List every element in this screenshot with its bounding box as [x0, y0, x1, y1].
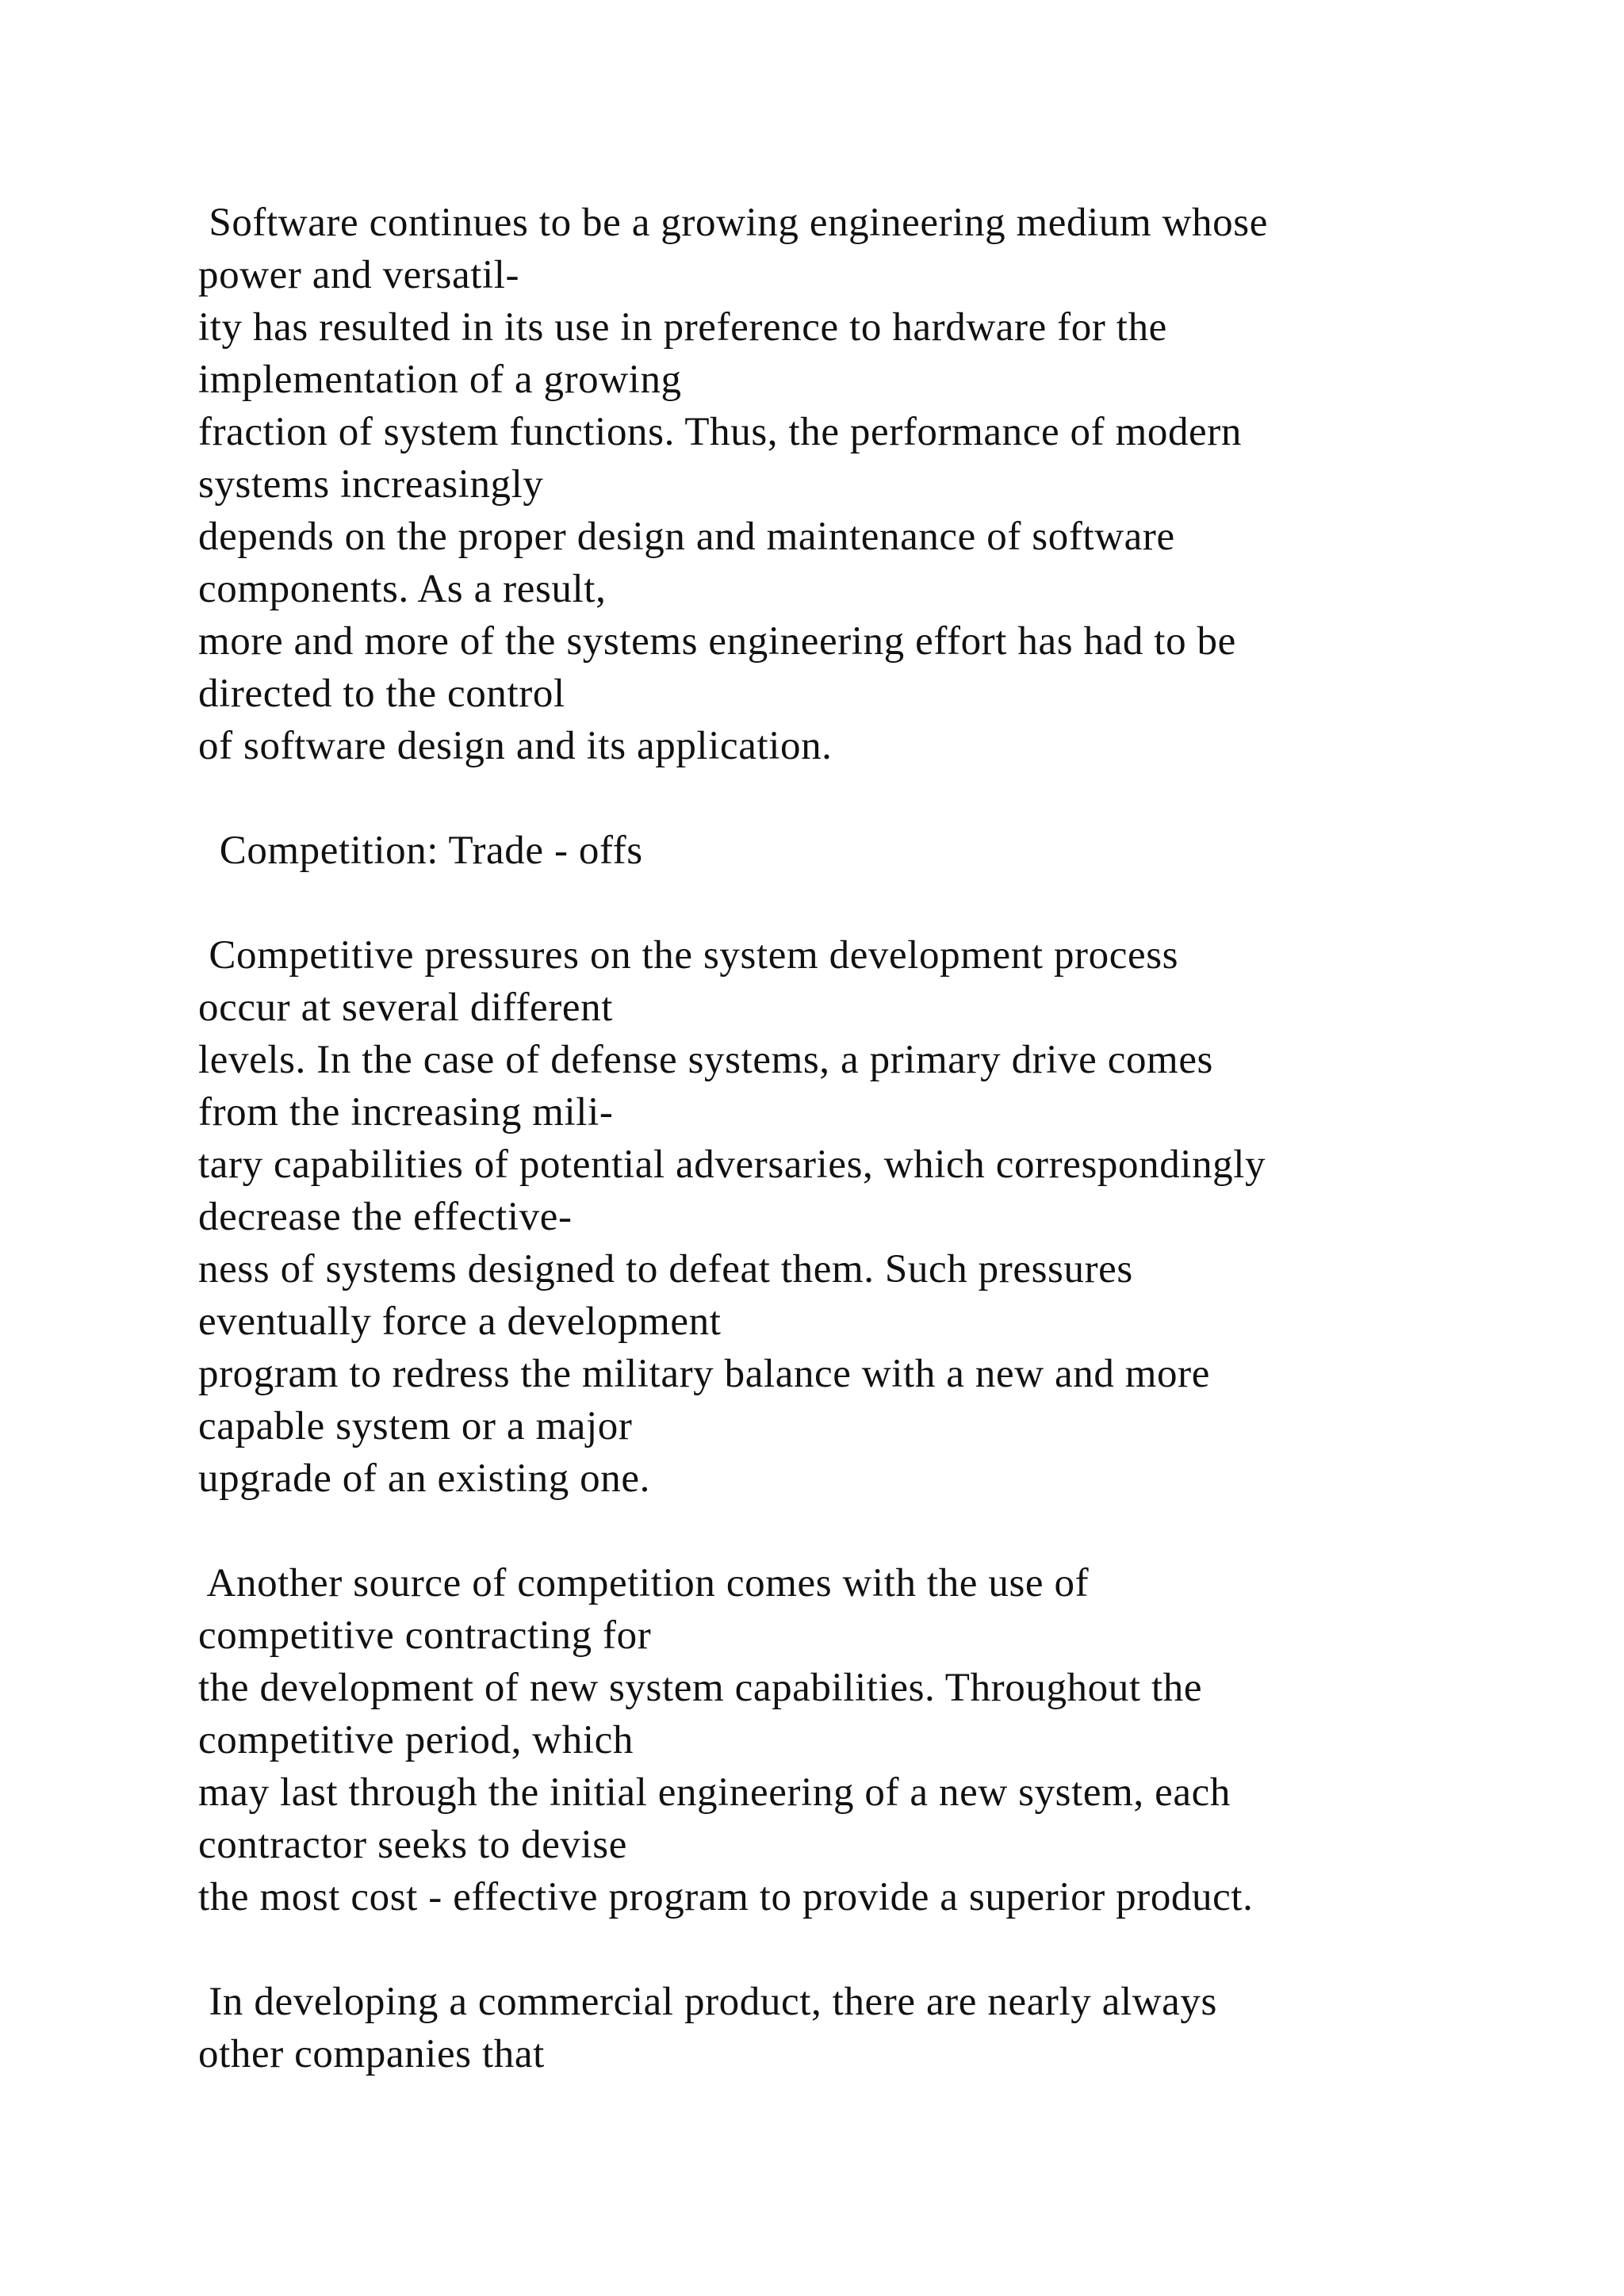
text-line: Software continues to be a growing engineering medium whose	[198, 201, 1268, 245]
text-line: In developing a commercial product, there are nearly always	[198, 1980, 1217, 2024]
text-line: Another source of competition comes with the use of	[198, 1561, 1090, 1605]
text-line: of software design and its application.	[198, 724, 833, 768]
text-line: from the increasing mili-	[198, 1090, 614, 1135]
blank-line	[198, 772, 1546, 825]
text-line: contractor seeks to devise	[198, 1823, 627, 1867]
text-line: directed to the control	[198, 672, 565, 716]
text-line: eventually force a development	[198, 1299, 722, 1344]
text-line: program to redress the military balance with a new and more	[198, 1352, 1210, 1396]
document-body	[198, 197, 1546, 2080]
blank-line	[198, 1505, 1546, 1557]
text-line: power and versatil-	[198, 253, 520, 297]
text-line: more and more of the systems engineering effort has had to be	[198, 619, 1236, 664]
text-line: capable system or a major	[198, 1404, 633, 1448]
text-line: competitive contracting for	[198, 1613, 652, 1658]
text-line: fraction of system functions. Thus, the performance of modern	[198, 410, 1242, 454]
text-line: implementation of a growing	[198, 358, 682, 402]
text-line: ness of systems designed to defeat them. Such pressures	[198, 1247, 1133, 1292]
text-line: occur at several different	[198, 985, 613, 1030]
text-line: tary capabilities of potential adversaries, which correspondingly	[198, 1142, 1266, 1187]
blank-line	[198, 1923, 1546, 1976]
text-line: the most cost - effective program to provide a superior product.	[198, 1875, 1254, 1919]
text-line: components. As a result,	[198, 567, 607, 611]
section-heading: Competition: Trade - offs	[198, 828, 643, 873]
text-line: the development of new system capabilities. Throughout the	[198, 1666, 1203, 1710]
text-line: levels. In the case of defense systems, a primary drive comes	[198, 1038, 1213, 1082]
text-line: systems increasingly	[198, 462, 544, 507]
text-line: competitive period, which	[198, 1718, 634, 1762]
text-line: depends on the proper design and maintenance of software	[198, 515, 1175, 559]
text-line: may last through the initial engineering of a new system, each	[198, 1770, 1231, 1815]
text-line: Competitive pressures on the system development process	[198, 933, 1179, 978]
text-line: decrease the effective-	[198, 1195, 573, 1239]
text-line: upgrade of an existing one.	[198, 1456, 650, 1501]
text-line: other companies that	[198, 2032, 545, 2076]
text-line: ity has resulted in its use in preference to hardware for the	[198, 305, 1167, 350]
blank-line	[198, 877, 1546, 929]
